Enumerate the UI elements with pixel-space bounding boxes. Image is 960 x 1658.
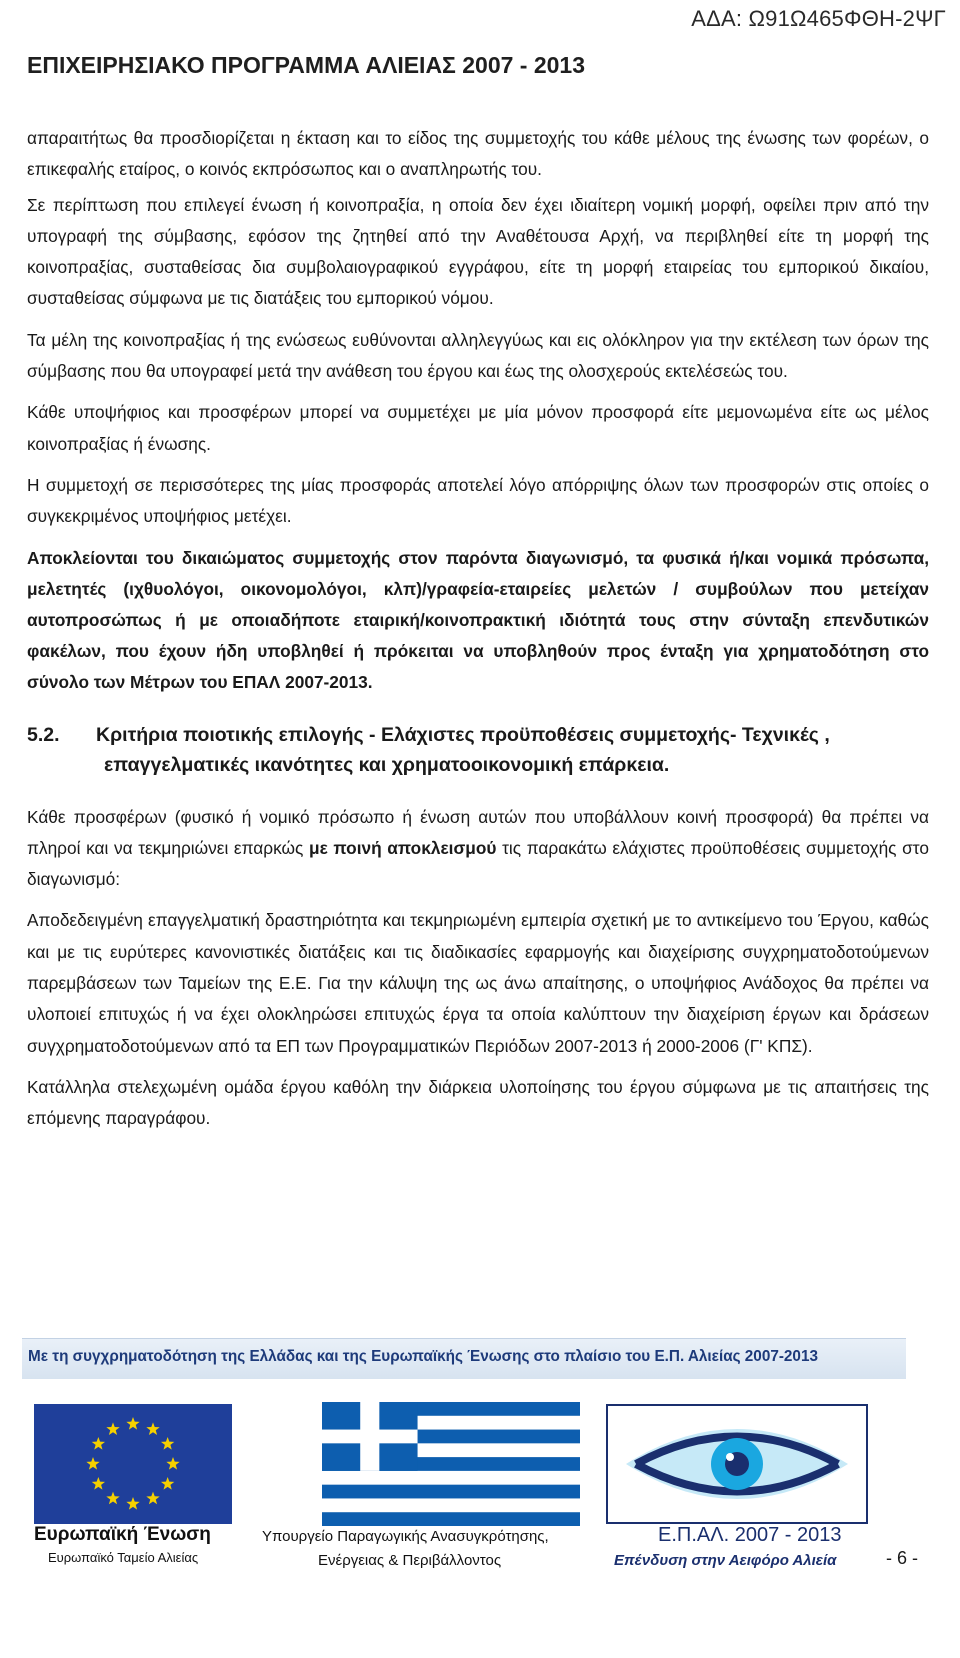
paragraph-7-end: τις παρακάτω ελάχιστες προϋποθέσεις συμμετοχής στο διαγωνισμό: <box>27 837 929 890</box>
eu-flag-logo <box>34 1404 232 1524</box>
eu-name-caption: Ευρωπαϊκή Ένωση <box>34 1524 211 1545</box>
section-title-line-1: Κριτήρια ποιοτικής επιλογής - Ελάχιστες προϋποθέσεις συμμετοχής- Τεχνικές , <box>96 723 830 746</box>
eu-fund-caption: Ευρωπαϊκό Ταμείο Αλιείας <box>48 1550 199 1565</box>
epal-name-caption: Ε.Π.ΑΛ. 2007 - 2013 <box>658 1524 842 1546</box>
paragraph-8: Αποδεδειγμένη επαγγελματική δραστηριότητα και τεκμηριωμένη εμπειρία σχετική με το αντικείμενο του Έργου, καθώς και με τις ευρύτερες κανονιστικές διατάξεις και τις διαδικασίες εφαρμογής και διαχείρισης συγχρηματοδοτούμενων παρεμβάσεων των Ταμείων της Ε.Ε. Για την κάλυψη της ως άνω απαίτησης, ο υποψήφιος Ανάδοχος θα πρέπει να υλοποιεί επιτυχώς ή να έχει ολοκληρώσει επιτυχώς έργα τα οποία καλύπτουν την διαχείριση έργων και δράσεων συγχρηματοδοτούμενων από τα ΕΠ των Προγραμματικών Περιόδων 2007-2013 ή 2000-2006 (Γ' ΚΠΣ). <box>27 910 929 1056</box>
epal-eye-logo <box>606 1404 868 1524</box>
ministry-caption-line-2: Ενέργειας & Περιβάλλοντος <box>318 1552 502 1569</box>
paragraph-7 <box>27 802 929 896</box>
paragraph-4: Κάθε υποψήφιος και προσφέρων μπορεί να συμμετέχει με μία μόνον προσφορά είτε μεμονωμένα είτε ως μέλος κοινοπραξίας ή ένωσης. <box>27 402 929 454</box>
section-title-line-2: επαγγελματικές ικανότητες και χρηματοοικονομική επάρκεια. <box>104 753 670 776</box>
paragraph-7-start: Κάθε προσφέρων (φυσικό ή νομικό πρόσωπο ή ένωση αυτών που υποβάλλουν κοινή προσφορά) θα πρέπει να πληροί και να τεκμηριώνει επαρκώς <box>27 806 929 858</box>
paragraph-2: Σε περίπτωση που επιλεγεί ένωση ή κοινοπραξία, η οποία δεν έχει ιδιαίτερη νομική μορφή, οφείλει πριν από την υπογραφή της σύμβασης, εφόσον της ζητηθεί από την Αναθέτουσα Αρχή, να περιβληθεί είτε τη μορφή της κοινοπραξίας, συσταθείσας δια συμβολαιογραφικού εγγράφου, είτε τη μορφή εταιρείας του εμπορικού δικαίου, συσταθείσας σύμφωνα με τις διατάξεις του εμπορικού νόμου. <box>27 194 929 309</box>
epal-slogan-caption: Επένδυση στην Αειφόρο Αλιεία <box>614 1552 837 1569</box>
paragraph-1: απαραιτήτως θα προσδιορίζεται η έκταση και το είδος της συμμετοχής του κάθε μέλους της ένωσης των φορέων, ο επικεφαλής εταίρος, ο κοινός εκπρόσωπος και ο αναπληρωτής του. <box>27 128 929 180</box>
ada-code: ΑΔΑ: Ω91Ω465ΦΘΗ-2ΨΓ <box>691 6 946 31</box>
cofinancing-text: Με τη συγχρηματοδότηση της Ελλάδας και της Ευρωπαϊκής Ένωσης στο πλαίσιο του Ε.Π. Αλιείας 2007-2013 <box>28 1348 818 1365</box>
page-number: - 6 - <box>885 1548 918 1568</box>
document-title: ΕΠΙΧΕΙΡΗΣΙΑΚΟ ΠΡΟΓΡΑΜΜΑ ΑΛΙΕΙΑΣ 2007 - 2013 <box>27 52 586 78</box>
section-number: 5.2. <box>27 723 60 746</box>
paragraph-9: Κατάλληλα στελεχωμένη ομάδα έργου καθόλη την διάρκεια υλοποίησης του έργου σύμφωνα με τις απαιτήσεις της επόμενης παραγράφου. <box>27 1076 929 1129</box>
section-heading <box>27 720 929 780</box>
paragraph-exclusion: Αποκλείονται του δικαιώματος συμμετοχής στον παρόντα διαγωνισμό, τα φυσικά ή/και νομικά πρόσωπα, μελετητές (ιχθυολόγοι, οικονομολόγοι, κλπ)/γραφεία-εταιρείες μελετών / συμβούλων που μετείχαν αυτοπροσώπως ή με οποιαδήποτε εταιρική/κοινοπρακτική ιδιότητά τους στην σύνταξη επενδυτικών φακέλων, που έχουν ήδη υποβληθεί ή πρόκειται να υποβληθούν προς ένταξη για χρηματοδότηση στο σύνολο των Μέτρων του ΕΠΑΛ 2007-2013. <box>27 547 929 692</box>
section-title <box>96 720 929 780</box>
paragraph-3: Τα μέλη της κοινοπραξίας ή της ενώσεως ευθύνονται αλληλεγγύως και εις ολόκληρον για την εκτέλεση των όρων της σύμβασης που θα υπογραφεί μετά την ανάθεση του έργου και έως της ολοσχερούς εκτελέσεώς του. <box>27 329 929 382</box>
paragraph-5: Η συμμετοχή σε περισσότερες της μίας προσφοράς αποτελεί λόγο απόρριψης όλων των προσφορών στις οποίες ο συγκεκριμένος υποψήφιος μετέχει. <box>27 474 929 527</box>
paragraph-7-emphasis: με ποινή αποκλεισμού <box>309 837 497 858</box>
ministry-caption-line-1: Υπουργείο Παραγωγικής Ανασυγκρότησης, <box>262 1528 549 1545</box>
document-body <box>27 123 929 1145</box>
greek-flag-logo <box>322 1402 580 1526</box>
cofinancing-strip <box>22 1338 906 1379</box>
